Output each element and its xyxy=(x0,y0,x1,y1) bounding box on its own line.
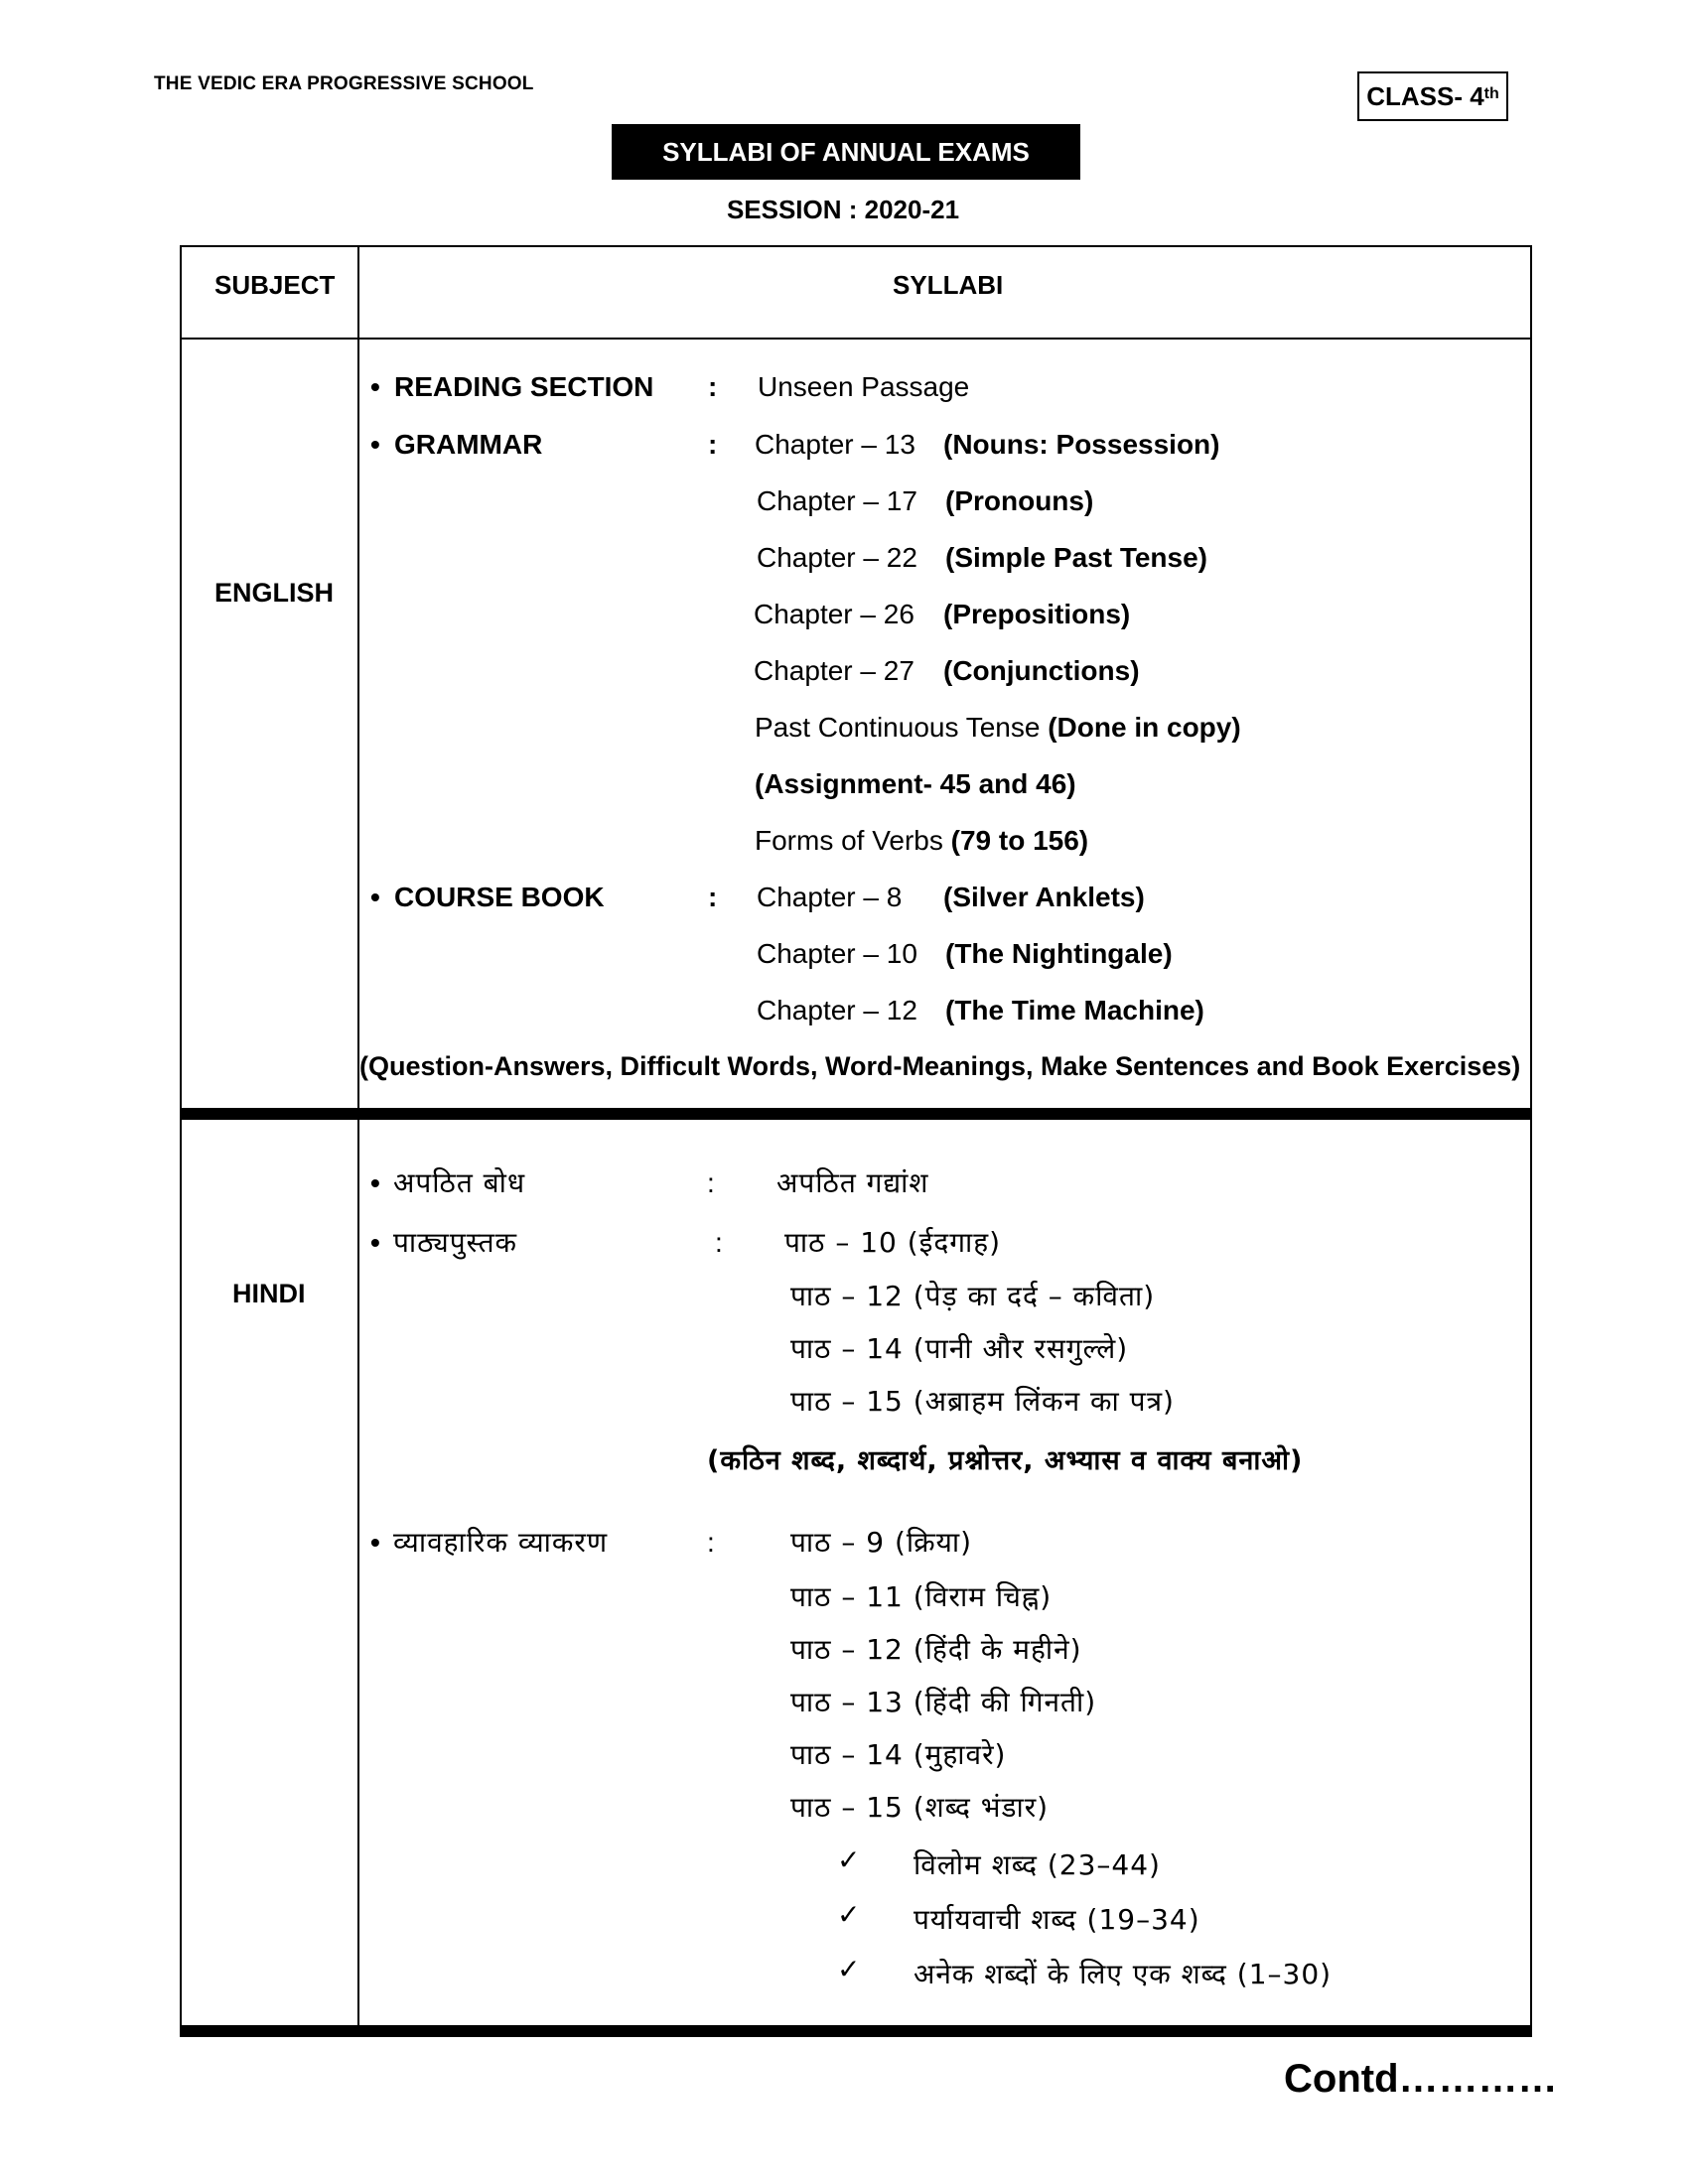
course-ch8-title: (Silver Anklets) xyxy=(943,882,1145,912)
school-name: THE VEDIC ERA PROGRESSIVE SCHOOL xyxy=(154,73,534,94)
table-top-border xyxy=(180,245,1532,247)
check-icon: ✓ xyxy=(837,1898,861,1931)
grammar-sep: : xyxy=(708,429,718,460)
pathya-sep: : xyxy=(715,1227,723,1258)
grammar-pct-note: (Done in copy) xyxy=(1048,712,1241,743)
table-right-border xyxy=(1530,245,1532,2037)
bullet-icon: • xyxy=(370,429,380,460)
course-sep: : xyxy=(708,882,718,912)
shabd-bhandar-vilom: विलोम शब्द (23–44) xyxy=(914,1848,1161,1881)
grammar-ch27-title: (Conjunctions) xyxy=(943,655,1140,686)
course-ch10-title: (The Nightingale) xyxy=(945,938,1173,969)
check-icon: ✓ xyxy=(837,1843,861,1876)
grammar-ch13-title: (Nouns: Possession) xyxy=(943,429,1220,460)
hindi-bottom-border xyxy=(180,2025,1532,2037)
class-sup: th xyxy=(1483,85,1499,102)
shabd-bhandar-paryayvachi: पर्यायवाची शब्द (19–34) xyxy=(914,1903,1200,1936)
vyakaran-p12: पाठ – 12 (हिंदी के महीने) xyxy=(790,1633,1082,1666)
pathya-p10: पाठ – 10 (ईदगाह) xyxy=(784,1226,1002,1259)
grammar-ch27: Chapter – 27 xyxy=(754,655,914,686)
grammar-forms-range: (79 to 156) xyxy=(950,825,1089,856)
grammar-ch22: Chapter – 22 xyxy=(757,542,917,573)
apathit-sep: : xyxy=(707,1167,715,1198)
grammar-ch26: Chapter – 26 xyxy=(754,599,914,629)
course-ch12-title: (The Time Machine) xyxy=(945,995,1204,1025)
vyakaran-p11: पाठ – 11 (विराम चिह्न) xyxy=(790,1580,1053,1613)
table-col-divider xyxy=(357,245,359,2037)
col-header-syllabi: SYLLABI xyxy=(893,270,1004,300)
continued-label: Contd………… xyxy=(1284,2057,1558,2101)
course-ch12: Chapter – 12 xyxy=(757,995,917,1025)
vyakaran-p9: पाठ – 9 (क्रिया) xyxy=(790,1526,973,1559)
hindi-note: (कठिन शब्द, शब्दार्थ, प्रश्नोत्तर, अभ्यास व वाक्य बनाओ) xyxy=(707,1445,1304,1476)
pathya-label: पाठ्यपुस्तक xyxy=(393,1226,518,1259)
class-label: CLASS- 4 xyxy=(1366,80,1484,111)
col-header-subject: SUBJECT xyxy=(214,270,336,300)
bullet-icon: • xyxy=(370,882,380,912)
bullet-icon: • xyxy=(370,371,380,402)
course-ch8: Chapter – 8 xyxy=(757,882,903,912)
bullet-icon: • xyxy=(370,1527,380,1558)
grammar-ch17-title: (Pronouns) xyxy=(945,485,1094,516)
apathit-label: अपठित बोध xyxy=(393,1166,526,1199)
vyakaran-label: व्यावहारिक व्याकरण xyxy=(393,1526,609,1559)
header-bottom-border xyxy=(180,338,1532,340)
vyakaran-p13: पाठ – 13 (हिंदी की गिनती) xyxy=(790,1686,1097,1718)
grammar-ch13: Chapter – 13 xyxy=(755,429,915,460)
grammar-ch26-title: (Prepositions) xyxy=(943,599,1131,629)
reading-label: READING SECTION xyxy=(394,371,654,402)
title-banner: SYLLABI OF ANNUAL EXAMS xyxy=(612,124,1080,180)
vyakaran-p15: पाठ – 15 (शब्द भंडार) xyxy=(790,1791,1050,1824)
grammar-forms-text: Forms of Verbs xyxy=(755,825,951,856)
subject-hindi: HINDI xyxy=(232,1279,306,1308)
check-icon: ✓ xyxy=(837,1953,861,1985)
reading-value: Unseen Passage xyxy=(758,371,970,402)
english-note: (Question-Answers, Difficult Words, Word-Meanings, Make Sentences and Book Exercises) xyxy=(359,1051,1521,1081)
session-line xyxy=(0,195,1688,225)
table-left-border xyxy=(180,245,182,2037)
subject-english: ENGLISH xyxy=(214,578,335,608)
grammar-forms xyxy=(755,827,1088,855)
grammar-pct-text: Past Continuous Tense xyxy=(755,712,1049,743)
bullet-icon: • xyxy=(370,1227,380,1258)
english-bottom-border xyxy=(180,1108,1532,1120)
session-text: SESSION : 2020-21 xyxy=(726,195,960,224)
grammar-assignment: (Assignment- 45 and 46) xyxy=(755,768,1076,799)
grammar-ch17: Chapter – 17 xyxy=(757,485,917,516)
grammar-pct xyxy=(755,714,1241,742)
course-label: COURSE BOOK xyxy=(394,882,605,912)
course-ch10: Chapter – 10 xyxy=(757,938,917,969)
reading-sep: : xyxy=(708,371,718,402)
shabd-bhandar-anek: अनेक शब्दों के लिए एक शब्द (1–30) xyxy=(914,1958,1333,1990)
class-box xyxy=(1357,71,1508,121)
vyakaran-sep: : xyxy=(707,1527,715,1558)
apathit-value: अपठित गद्यांश xyxy=(776,1166,929,1199)
pathya-p14: पाठ – 14 (पानी और रसगुल्ले) xyxy=(790,1332,1129,1365)
grammar-label: GRAMMAR xyxy=(394,429,543,460)
bullet-icon: • xyxy=(370,1167,380,1198)
pathya-p15: पाठ – 15 (अब्राहम लिंकन का पत्र) xyxy=(790,1385,1175,1418)
pathya-p12: पाठ – 12 (पेड़ का दर्द – कविता) xyxy=(790,1280,1156,1312)
vyakaran-p14: पाठ – 14 (मुहावरे) xyxy=(790,1738,1007,1771)
grammar-ch22-title: (Simple Past Tense) xyxy=(945,542,1208,573)
